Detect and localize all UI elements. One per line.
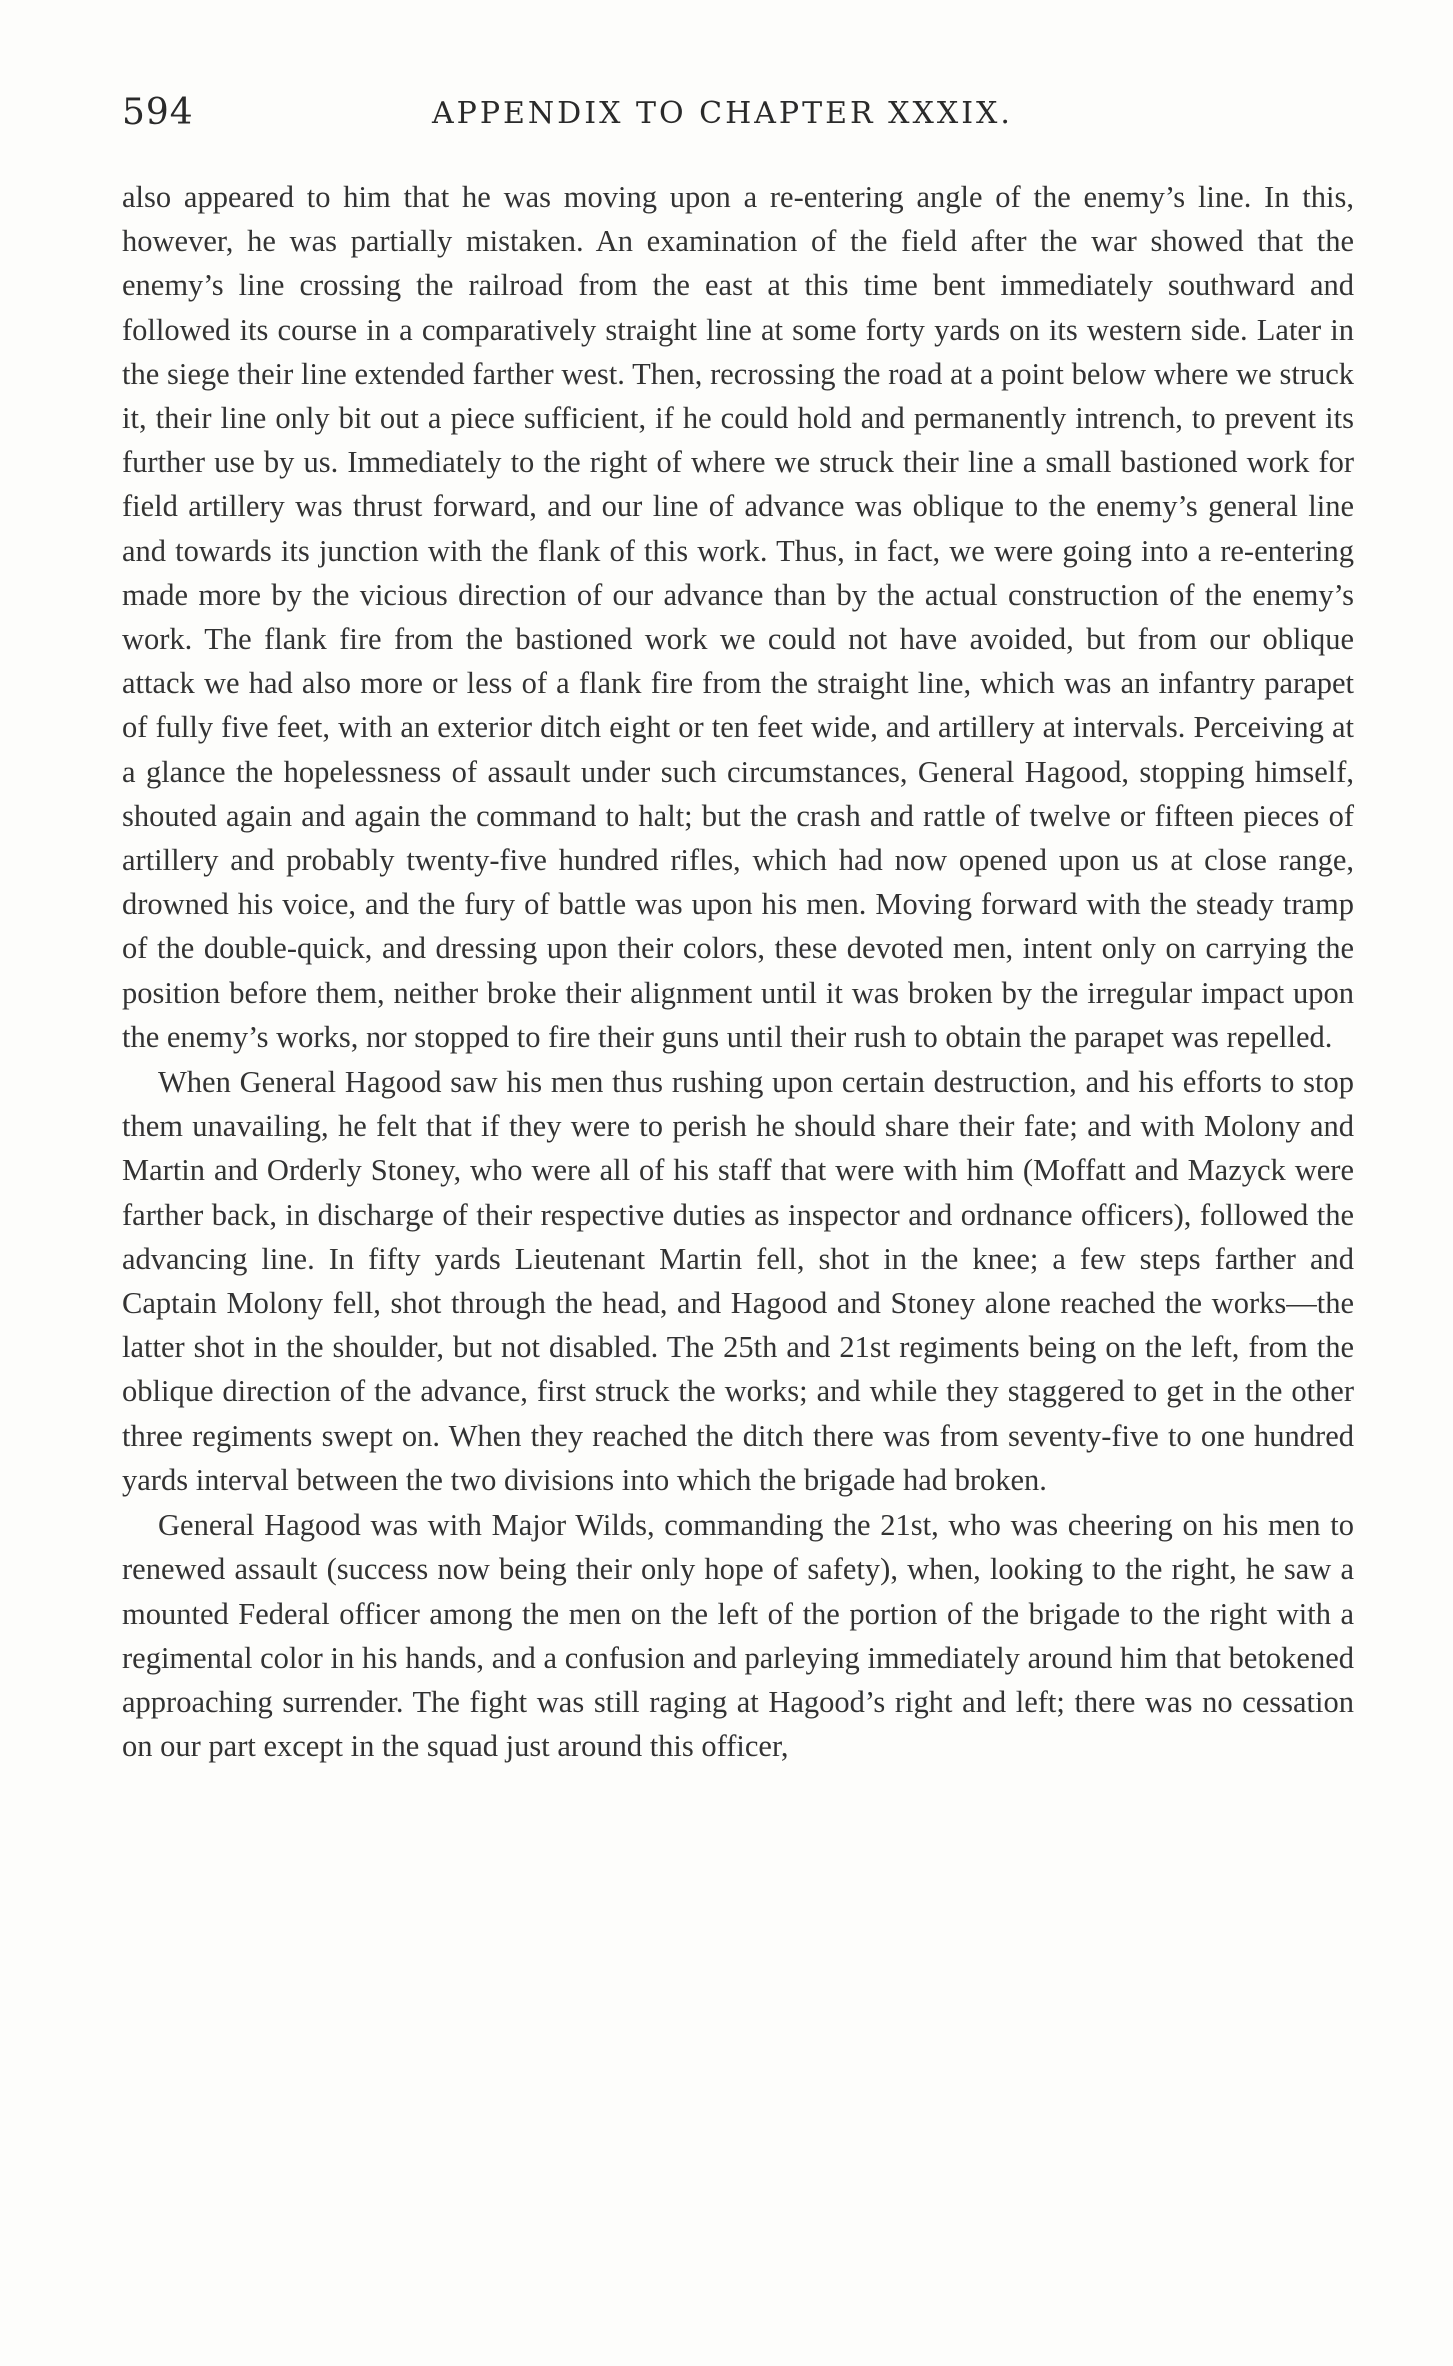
page-number: 594 [122,92,194,133]
page-header [122,92,1362,132]
paragraph: When General Hagood saw his men thus rushing upon certain destruction, and his efforts to stop them unavailing, he felt that if they were to perish he should share their fate; and with Molony and Martin and Orderly Stoney, who were all of his staff that were with him (Moffatt and Mazyck were farther back, in discharge of their respective duties as inspector and ordnance officers), followed the advancing line. In fifty yards Lieutenant Martin fell, shot in the knee; a few steps farther and Captain Molony fell, shot through the head, and Hagood and Stoney alone reached the works—the latter shot in the shoulder, but not disabled. The 25th and 21st regiments being on the left, from the oblique direction of the advance, first struck the works; and while they staggered to get in the other three regiments swept on. When they reached the ditch there was from seventy-five to one hundred yards interval between the two divisions into which the brigade had broken. [122,1065,1354,1497]
paragraph: General Hagood was with Major Wilds, commanding the 21st, who was cheering on his men to renewed assault (success now being their only hope of safety), when, looking to the right, he saw a mounted Federal officer among the men on the left of the portion of the brigade to the right with a regimental color in his hands, and a confusion and parleying immediately around him that betokened approaching surrender. The fight was still raging at Hagood’s right and left; there was no cessation on our part except in the squad just around this officer, [122,1508,1354,1764]
running-head: APPENDIX TO CHAPTER XXXIX. [432,96,1013,131]
paragraph-continuation: also appeared to him that he was moving upon a re-entering angle of the enemy’s line. In this, however, he was partially mistaken. An examination of the field after the war showed that the enemy’s line crossing the railroad from the east at this time bent immediately southward and followed its course in a comparatively straight line at some forty yards on its western side. Later in the siege their line extended farther west. Then, recrossing the road at a point below where we struck it, their line only bit out a piece sufficient, if he could hold and permanently intrench, to prevent its further use by us. Immediately to the right of where we struck their line a small bastioned work for field artillery was thrust forward, and our line of advance was oblique to the enemy’s general line and towards its junction with the flank of this work. Thus, in fact, we were going into a re-entering made more by the vicious direction of our advance than by the actual construction of the enemy’s work. The flank fire from the bastioned work we could not have avoided, but from our oblique attack we had also more or less of a flank fire from the straight line, which was an infantry parapet of fully five feet, with an exterior ditch eight or ten feet wide, and artillery at intervals. Perceiving at a glance the hopelessness of assault under such circumstances, General Hagood, stopping himself, shouted again and again the command to halt; but the crash and rattle of twelve or fifteen pieces of artillery and probably twenty-five hundred rifles, which had now opened upon us at close range, drowned his voice, and the fury of battle was upon his men. Moving forward with the steady tramp of the double-quick, and dressing upon their colors, these devoted men, intent only on carrying the position before them, neither broke their alignment until it was broken by the irregular impact upon the enemy’s works, nor stopped to fire their guns until their rush to obtain the parapet was repelled. [122,180,1354,1054]
body-text [122,175,1354,1768]
